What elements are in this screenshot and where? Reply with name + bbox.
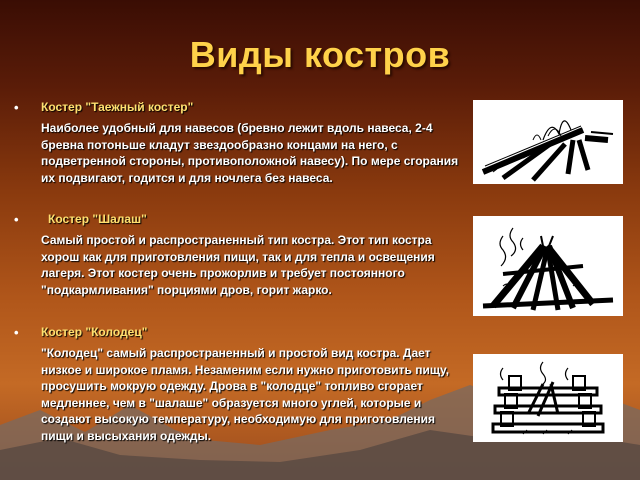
section-heading-well: Костер "Колодец": [41, 325, 148, 339]
section-heading-taiga: Костер "Таежный костер": [41, 100, 194, 114]
bullet-3: •: [14, 325, 19, 340]
section-heading-hut: Костер "Шалаш": [48, 212, 147, 226]
bullet-2: •: [14, 212, 19, 227]
section-description-taiga: Наиболее удобный для навесов (бревно лежит вдоль навеса, 2-4 бревна потоньше кладут звездообразно концами на него, с подветренной стороны, противоположной навесу). По мере сгорания их подвигают, годится и для ночлега без навеса.: [41, 121, 459, 185]
section-description-hut: Самый простой и распространенный тип костра. Этот тип костра хорош как для приготовления пищи, так и для тепла и освещения лагеря. Этот костер очень прожорлив и требует постоянного "подкармливания" порциями дров, горит жарко.: [41, 233, 435, 297]
hut-campfire-illustration: [473, 216, 623, 316]
hut-campfire-drawing: [473, 216, 623, 316]
taiga-campfire-illustration: [473, 100, 623, 184]
bullet-1: •: [14, 100, 19, 115]
taiga-campfire-drawing: [473, 100, 623, 184]
slide-title: Виды костров: [189, 34, 451, 75]
section-description-well: "Колодец" самый распространенный и простой вид костра. Дает низкое и широкое пламя. Незаменим если нужно приготовить пищу, просушить мокрую одежду. Дрова в "колодце" топливо сгорает медленнее, чем в "шалаше" образуется много углей, которые и создают высокую температуру, необходимую для приготовления пищи и высыхания одежды.: [41, 346, 450, 443]
well-campfire-drawing: [473, 354, 623, 442]
well-campfire-illustration: [473, 354, 623, 442]
